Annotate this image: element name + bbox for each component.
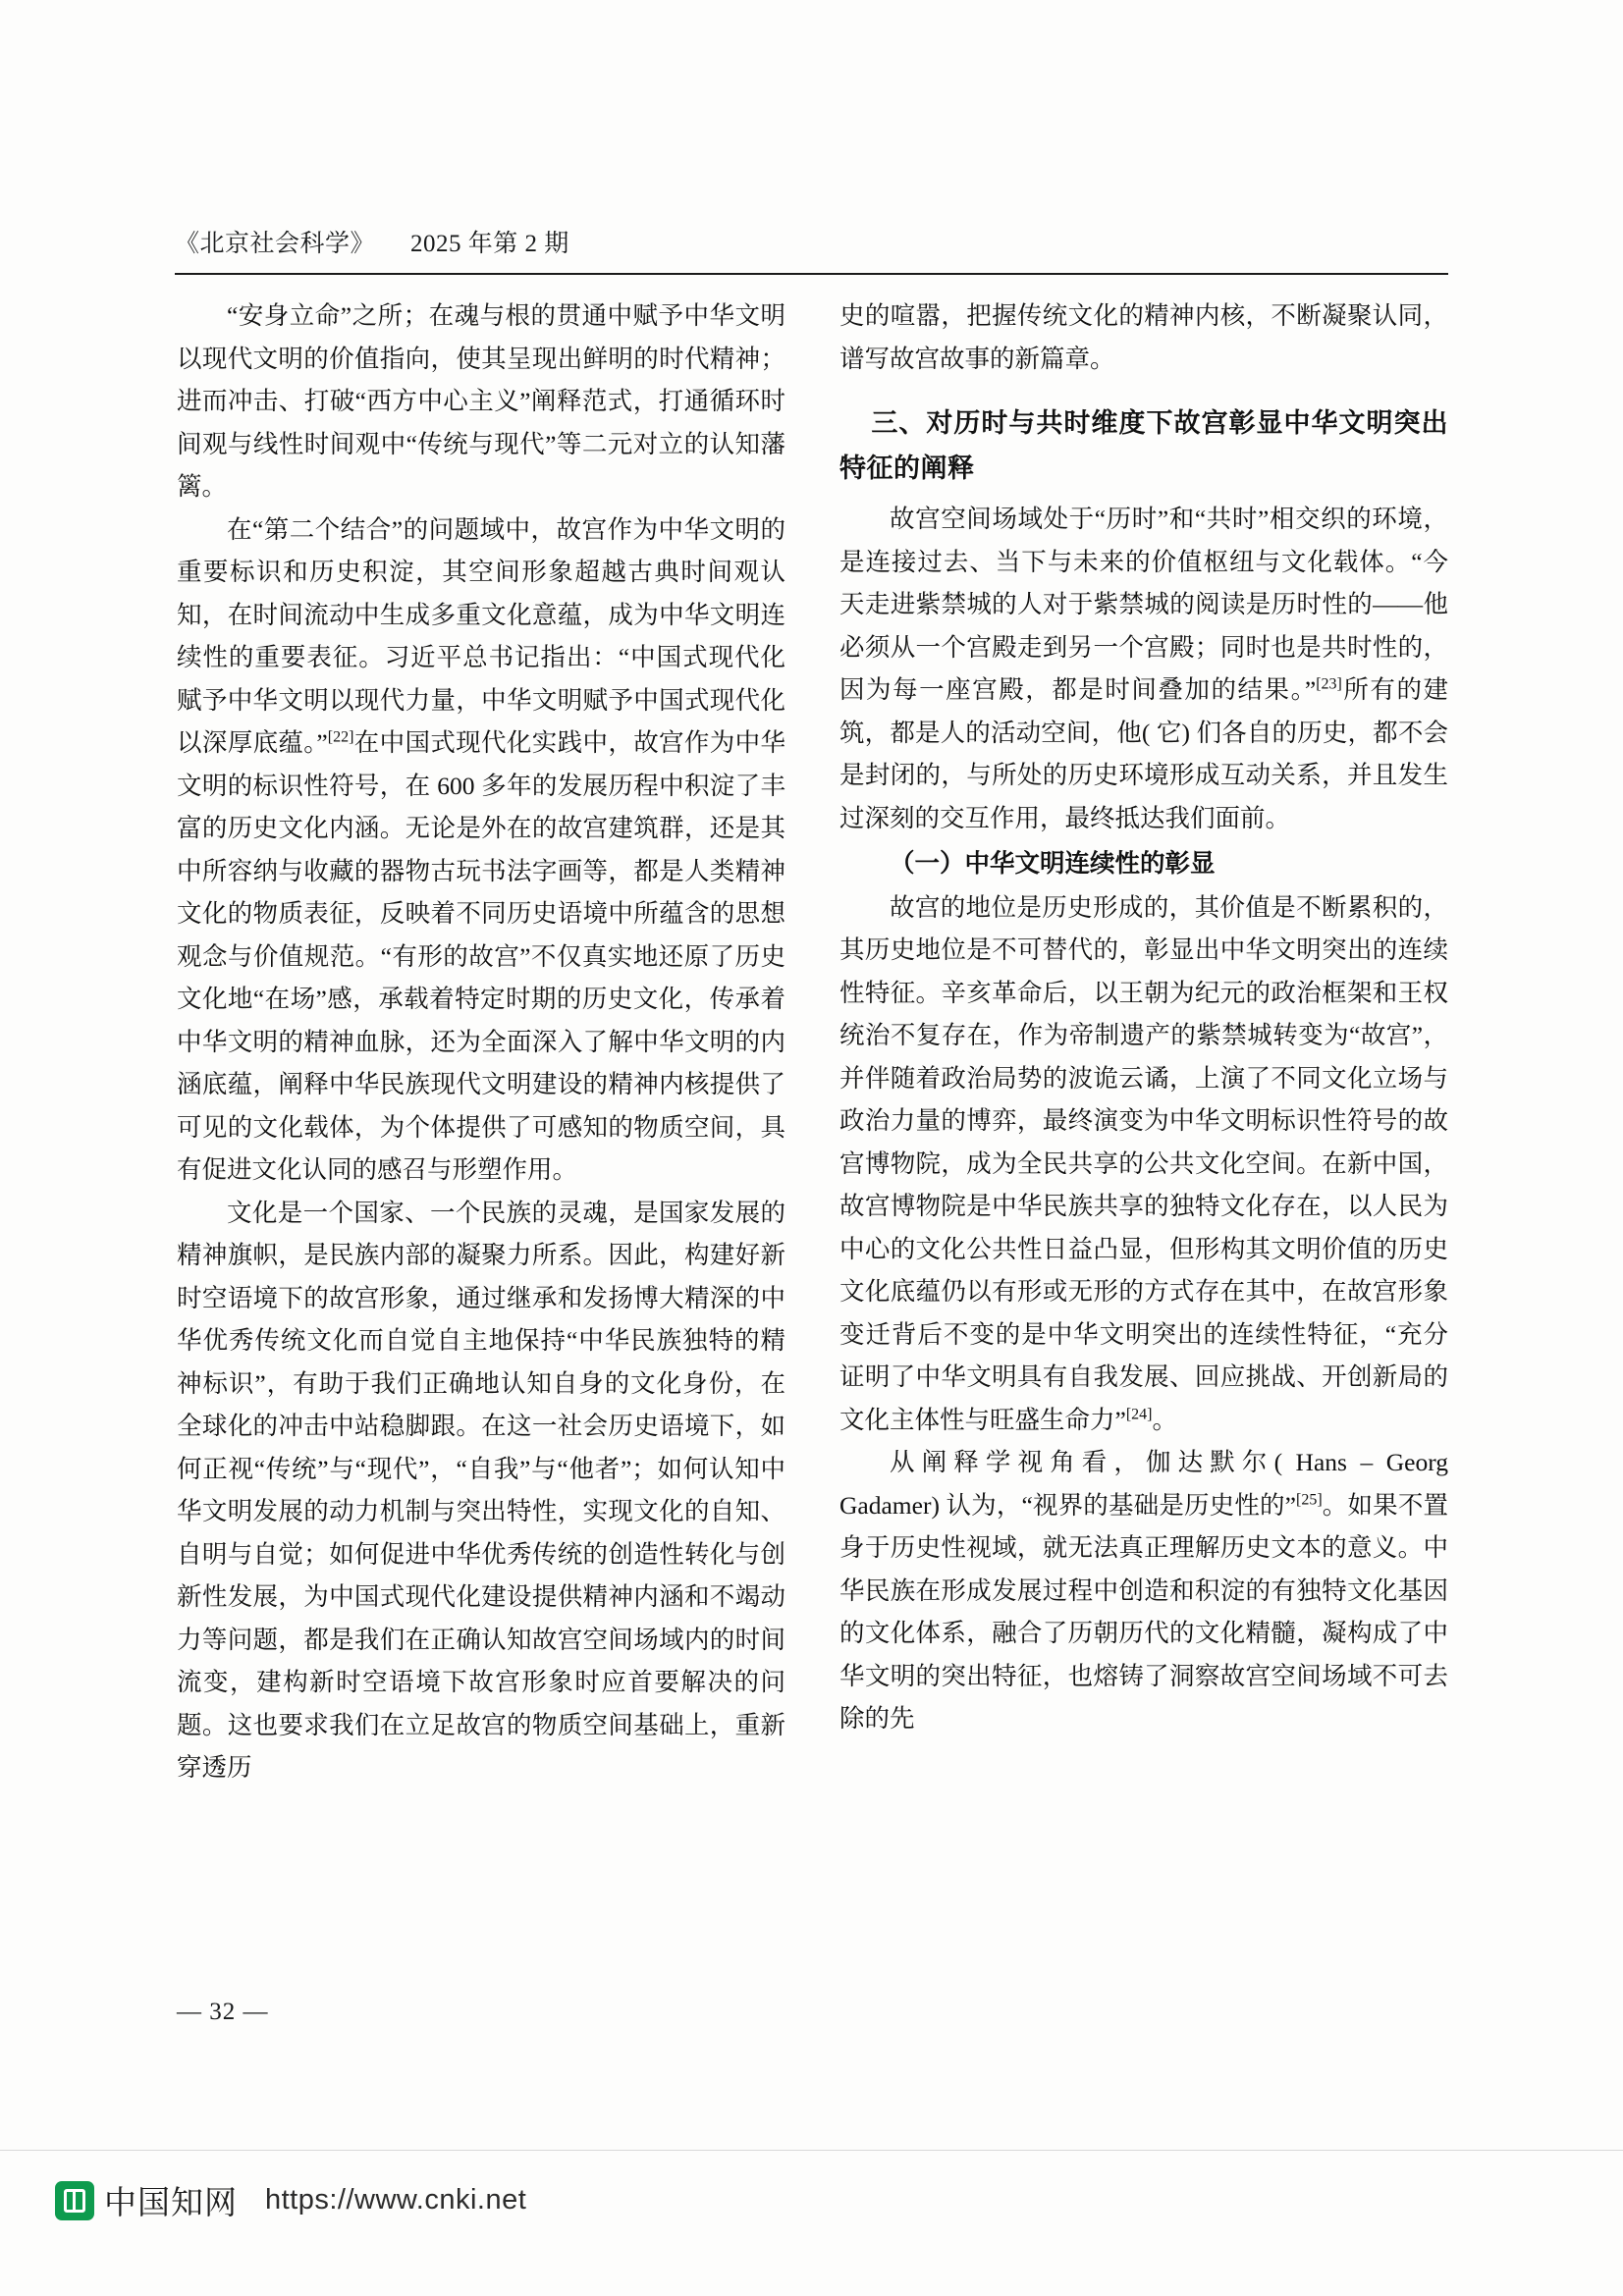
paragraph [177, 508, 785, 1192]
journal-title: 《北京社会科学》 [175, 231, 376, 257]
paragraph-text: 在“第二个结合”的问题域中，故宫作为中华文明的重要标识和历史积淀，其空间形象超越古典时间观认知，在时间流动中生成多重文化意蕴，成为中华文明连续性的重要表征。习近平总书记指出：“中国式现代化赋予中华文明以现代力量，中华文明赋予中国式现代化以深厚底蕴。” [177, 514, 785, 757]
left-column [177, 294, 785, 1789]
page-number: — 32 — [177, 1999, 269, 2025]
running-head [175, 224, 1448, 259]
paragraph [839, 886, 1448, 1442]
paragraph: “安身立命”之所；在魂与根的贯通中赋予中华文明以现代文明的价值指向，使其呈现出鲜明的时代精神；进而冲击、打破“西方中心主义”阐释范式，打通循环时间观与线性时间观中“传统与现代”等二元对立的认知藩篱。 [177, 301, 785, 501]
header-rule [175, 273, 1448, 275]
paragraph [839, 498, 1448, 839]
paragraph [839, 1441, 1448, 1740]
cnki-url-label[interactable]: https://www.cnki.net [265, 2184, 527, 2216]
paragraph-text: 故宫的地位是历史形成的，其价值是不断累积的，其历史地位是不可替代的，彰显出中华文明突出的连续性特征。辛亥革命后，以王朝为纪元的政治框架和王权统治不复存在，作为帝制遗产的紫禁城转变为“故宫”，并伴随着政治局势的波诡云谲，上演了不同文化立场与政治力量的博弈，最终演变为中华文明标识性符号的故宫博物院，成为全民共享的公共文化空间。在新中国，故宫博物院是中华民族共享的独特文化存在，以人民为中心的文化公共性日益凸显，但形构其文明价值的历史文化底蕴仍以有形或无形的方式存在其中，在故宫形象变迁背后不变的是中华文明突出的连续性特征，“充分证明了中华文明具有自我发展、回应挑战、开创新局的文化主体性与旺盛生命力” [839, 892, 1448, 1434]
paragraph: 文化是一个国家、一个民族的灵魂，是国家发展的精神旗帜，是民族内部的凝聚力所系。因此，构建好新时空语境下的故宫形象，通过继承和发扬博大精深的中华优秀传统文化而自觉自主地保持“中华民族独特的精神标识”，有助于我们正确地认知自身的文化身份，在全球化的冲击中站稳脚跟。在这一社会历史语境下，如何正视“传统”与“现代”，“自我”与“他者”；如何认知中华文明发展的动力机制与突出特性，实现文化的自知、自明与自觉；如何促进中华优秀传统的创造性转化与创新性发展，为中国式现代化建设提供精神内涵和不竭动力等问题，都是我们在正确认知故宫空间场域内的时间流变，建构新时空语境下故宫形象时应首要解决的问题。这也要求我们在立足故宫的物质空间基础上，重新穿透历 [177, 1198, 785, 1782]
footer-watermark [55, 2177, 526, 2223]
cnki-logo [55, 2177, 238, 2223]
issue-label: 2025 年第 2 期 [410, 231, 569, 257]
paragraph-text: 故宫空间场域处于“历时”和“共时”相交织的环境，是连接过去、当下与未来的价值枢纽与文化载体。“今天走进紫禁城的人对于紫禁城的阅读是历时性的——他必须从一个宫殿走到另一个宫殿；同时也是共时性的，因为每一座宫殿，都是时间叠加的结果。” [839, 505, 1448, 704]
paragraph-text-cont: 。 [1152, 1405, 1177, 1434]
citation-ref: [22] [327, 728, 354, 746]
paragraph-text-cont: 在中国式现代化实践中，故宫作为中华文明的标识性符号，在 600 多年的发展历程中积淀了丰富的历史文化内涵。无论是外在的故宫建筑群，还是其中所容纳与收藏的器物古玩书法字画等，都是人类精神文化的物质表征，反映着不同历史语境中所蕴含的思想观念与价值规范。“有形的故宫”不仅真实地还原了历史文化地“在场”感，承载着特定时期的历史文化，传承着中华文明的精神血脉，还为全面深入了解中华文明的内涵底蕴，阐释中华民族现代文明建设的精神内核提供了可见的文化载体，为个体提供了可感知的物质空间，具有促进文化认同的感召与形塑作用。 [177, 728, 785, 1184]
subsection-heading: （一）中华文明连续性的彰显 [890, 849, 1216, 879]
footer-divider [0, 2150, 1623, 2151]
citation-ref: [24] [1125, 1406, 1153, 1422]
paragraph-text-cont: 所有的建筑，都是人的活动空间，他( 它) 们各自的历史，都不会是封闭的，与所处的历史环境形成互动关系，并且发生过深刻的交互作用，最终抵达我们面前。 [839, 675, 1448, 832]
section-heading: 三、对历时与共时维度下故宫彰显中华文明突出特征的阐释 [839, 408, 1448, 484]
right-column [839, 294, 1448, 1740]
paragraph-continued: 史的喧嚣，把握传统文化的精神内核，不断凝聚认同，谱写故宫故事的新篇章。 [839, 301, 1448, 373]
cnki-brand-label: 中国知网 [104, 2183, 238, 2221]
paragraph-text-cont: 。如果不置身于历史性视域，就无法真正理解历史文本的意义。中华民族在形成发展过程中创造和积淀的有独特文化基因的文化体系，融合了历朝历代的文化精髓，凝构成了中华文明的突出特征，也熔铸了洞察故宫空间场域不可去除的先 [839, 1490, 1448, 1733]
citation-ref: [25] [1295, 1491, 1323, 1508]
book-icon [55, 2181, 94, 2220]
paragraph-text: 从阐释学视角看，伽达默尔( Hans – Georg Gadamer) 认为，“视界的基础是历史性的” [839, 1448, 1448, 1520]
citation-ref: [23] [1316, 675, 1342, 693]
